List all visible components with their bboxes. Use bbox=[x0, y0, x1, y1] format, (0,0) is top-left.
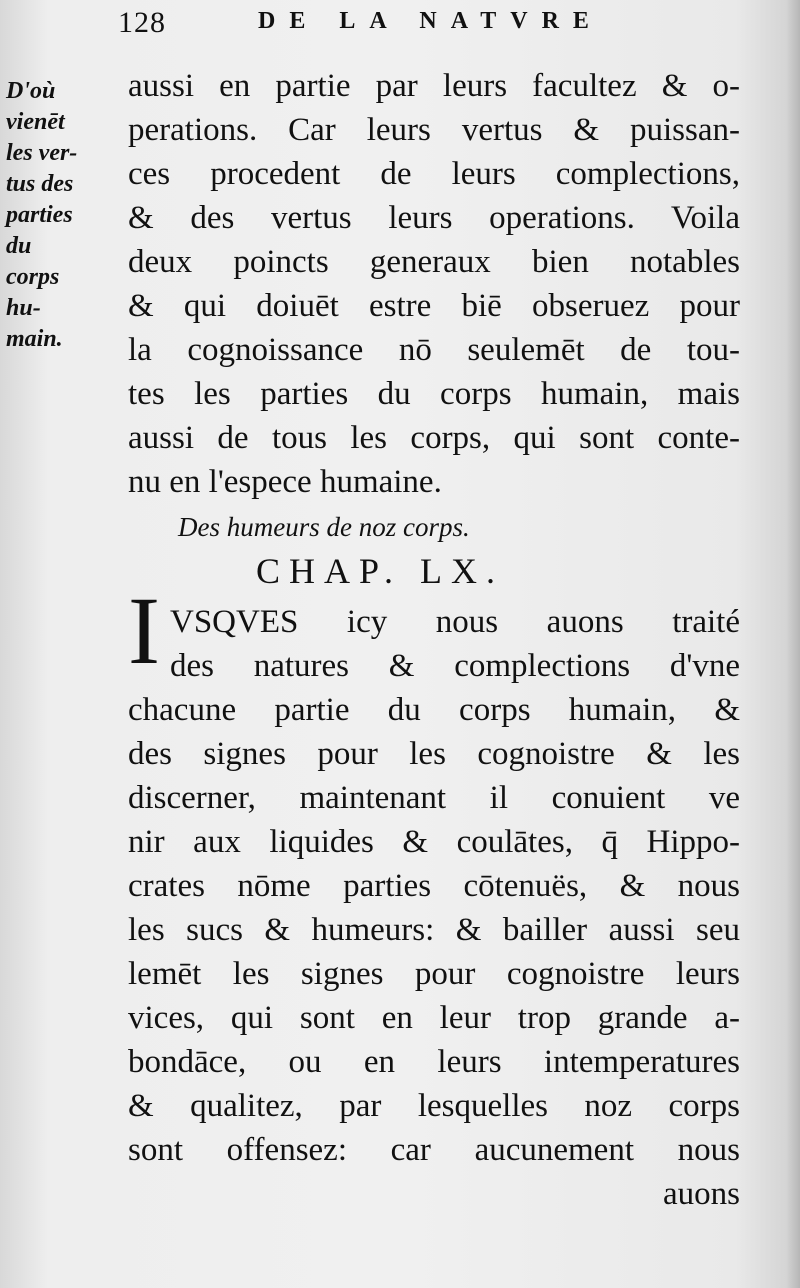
body-text-line: ces procedent de leurs complections, bbox=[128, 156, 740, 192]
chapter-text-line: vices, qui sont en leur trop grande a- bbox=[128, 1000, 740, 1036]
catchword: auons bbox=[663, 1176, 740, 1212]
page-number: 128 bbox=[118, 6, 166, 39]
chapter-first-line: VSQVES icy nous auons traité bbox=[170, 604, 740, 640]
page-header bbox=[118, 6, 638, 46]
chapter-text-line: des signes pour les cognoistre & les bbox=[128, 736, 740, 772]
chapter-text-line: nir aux liquides & coulātes, q̄ Hippo- bbox=[128, 824, 740, 860]
section-subtitle: Des humeurs de noz corps. bbox=[178, 512, 470, 542]
body-text-line: aussi de tous les corps, qui sont conte- bbox=[128, 420, 740, 456]
marginal-note-line: hu- bbox=[6, 295, 41, 321]
marginal-note-line: vienēt bbox=[6, 109, 65, 135]
body-text-line: perations. Car leurs vertus & puissan- bbox=[128, 112, 740, 148]
body-text-line: & des vertus leurs operations. Voila bbox=[128, 200, 740, 236]
marginal-note bbox=[6, 76, 124, 355]
page-spine-shadow bbox=[786, 0, 800, 1288]
body-text-line: tes les parties du corps humain, mais bbox=[128, 376, 740, 412]
body-text-line: la cognoissance nō seulemēt de tou- bbox=[128, 332, 740, 368]
marginal-note-line: les ver- bbox=[6, 140, 78, 166]
drop-capital: I bbox=[128, 577, 160, 684]
running-title: DE LA NATVRE bbox=[258, 8, 603, 34]
marginal-note-line: du bbox=[6, 233, 32, 259]
body-text-line: aussi en partie par leurs facultez & o- bbox=[128, 68, 740, 104]
marginal-note-line: parties bbox=[6, 202, 73, 228]
chapter-text-line: lemēt les signes pour cognoistre leurs bbox=[128, 956, 740, 992]
marginal-note-line: D'où bbox=[6, 78, 56, 104]
marginal-note-line: corps bbox=[6, 264, 60, 290]
chapter-text-line: chacune partie du corps humain, & bbox=[128, 692, 740, 728]
chapter-text-line: & qualitez, par lesquelles noz corps bbox=[128, 1088, 740, 1124]
chapter-heading: CHAP. LX. bbox=[256, 551, 505, 591]
chapter-text-line: bondāce, ou en leurs intemperatures bbox=[128, 1044, 740, 1080]
marginal-note-line: tus des bbox=[6, 171, 74, 197]
chapter-second-line: des natures & complections d'vne bbox=[170, 648, 740, 684]
chapter-text-line: discerner, maintenant il conuient ve bbox=[128, 780, 740, 816]
body-text-line: & qui doiuēt estre biē obseruez pour bbox=[128, 288, 740, 324]
body-text-line: deux poincts generaux bien notables bbox=[128, 244, 740, 280]
body-text-line: nu en l'espece humaine. bbox=[128, 464, 442, 500]
marginal-note-line: main. bbox=[6, 326, 63, 352]
chapter-text-line: les sucs & humeurs: & bailler aussi seu bbox=[128, 912, 740, 948]
chapter-text-line: sont offensez: car aucunement nous bbox=[128, 1132, 740, 1168]
chapter-text-line: crates nōme parties cōtenuës, & nous bbox=[128, 868, 740, 904]
